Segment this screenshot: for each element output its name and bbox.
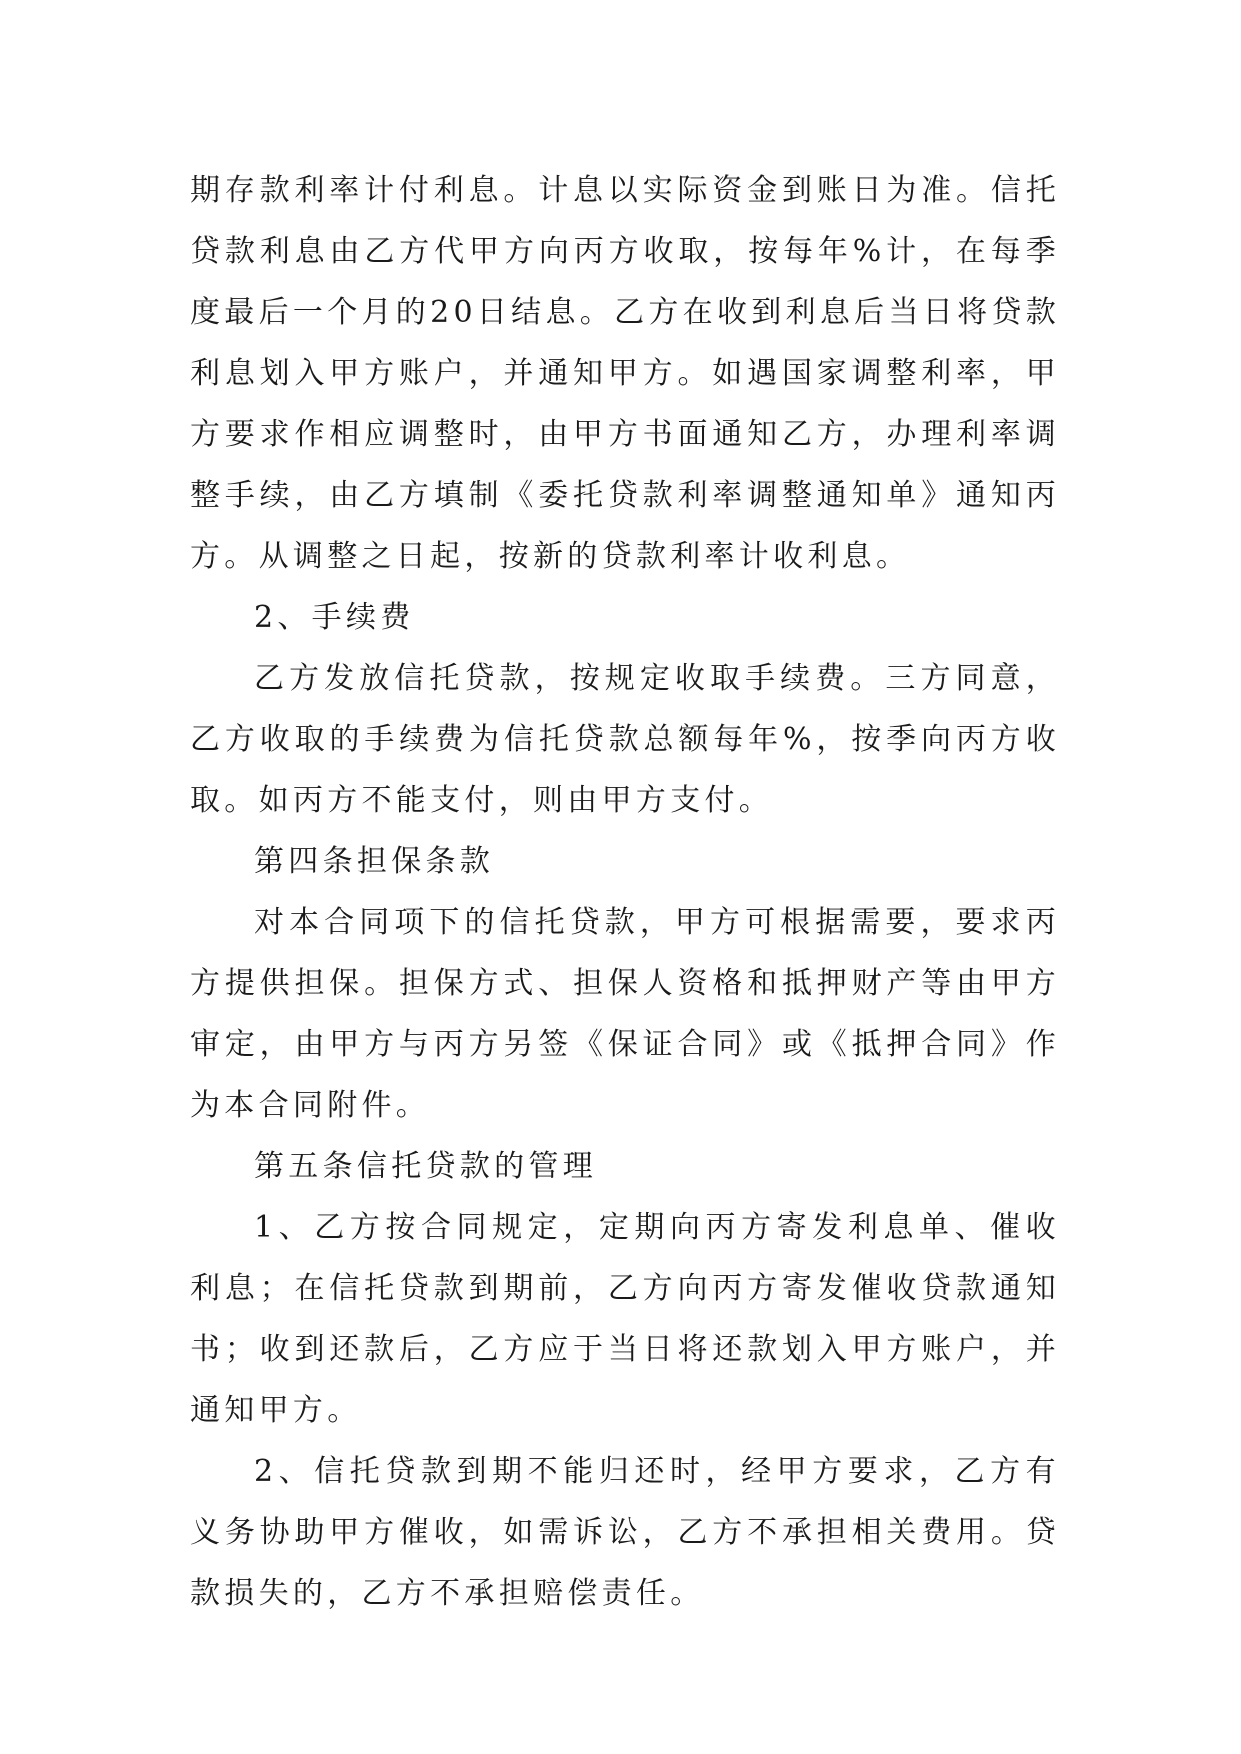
paragraph-management-item-1: 1、乙方按合同规定，定期向丙方寄发利息单、催收利息；在信托贷款到期前，乙方向丙方寄发催收贷款通知书；收到还款后，乙方应于当日将还款划入甲方账户，并通知甲方。 bbox=[190, 1210, 1060, 1428]
heading-article-five-management: 第五条信托贷款的管理 bbox=[254, 1149, 597, 1184]
heading-handling-fee: 2、手续费 bbox=[254, 600, 415, 635]
heading-article-four-guarantee: 第四条担保条款 bbox=[254, 844, 495, 879]
paragraph-management-item-2: 2、信托贷款到期不能归还时，经甲方要求，乙方有义务协助甲方催收，如需诉讼，乙方不承担相关费用。贷款损失的，乙方不承担赔偿责任。 bbox=[190, 1454, 1060, 1611]
document-body bbox=[190, 160, 1060, 1624]
paragraph-guarantee: 对本合同项下的信托贷款，甲方可根据需要，要求丙方提供担保。担保方式、担保人资格和抵押财产等由甲方审定，由甲方与丙方另签《保证合同》或《抵押合同》作为本合同附件。 bbox=[190, 905, 1060, 1123]
paragraph-handling-fee: 乙方发放信托贷款，按规定收取手续费。三方同意，乙方收取的手续费为信托贷款总额每年%，按季向丙方收取。如丙方不能支付，则由甲方支付。 bbox=[190, 661, 1060, 818]
paragraph-interest-terms: 期存款利率计付利息。计息以实际资金到账日为准。信托贷款利息由乙方代甲方向丙方收取，按每年%计，在每季度最后一个月的20日结息。乙方在收到利息后当日将贷款利息划入甲方账户，并通知甲方。如遇国家调整利率，甲方要求作相应调整时，由甲方书面通知乙方，办理利率调整手续，由乙方填制《委托贷款利率调整通知单》通知丙方。从调整之日起，按新的贷款利率计收利息。 bbox=[190, 173, 1060, 574]
